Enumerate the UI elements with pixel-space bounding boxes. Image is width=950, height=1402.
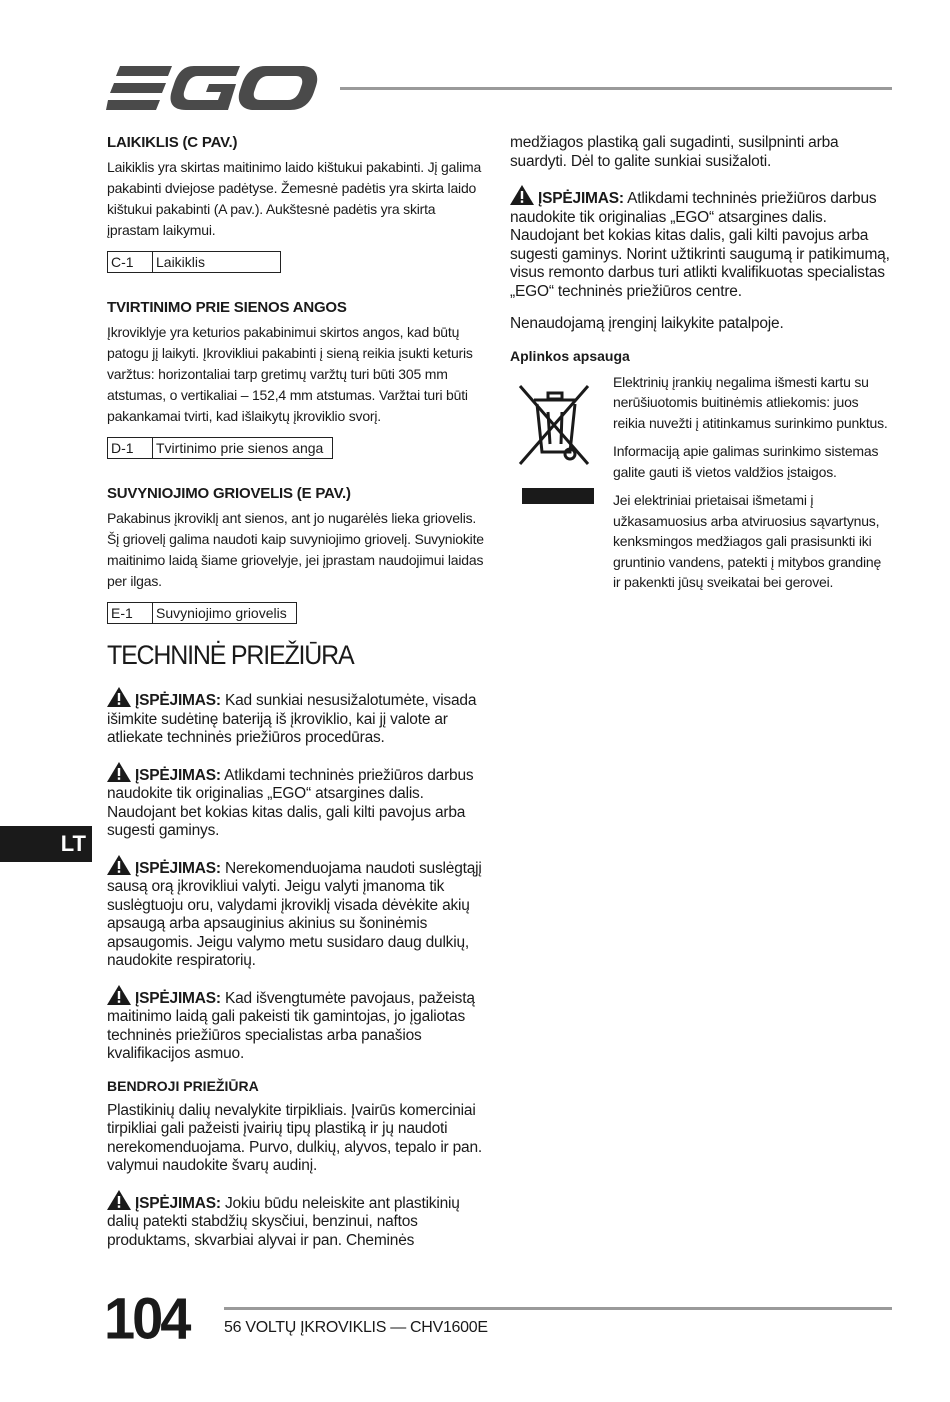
left-column — [107, 134, 489, 1264]
warning-block — [107, 985, 489, 1064]
warning-label: ĮSPĖJIMAS: — [135, 859, 221, 877]
env-paragraph: Jei elektriniai prietaisai išmetami į užkasamuosius arba atviruosius sąvartynus, kenksmingos medžiagos gali prasisunkti iki gruntinio vandens, patekti į mitybos grandinę ir pakenkti jūsų sveikatai bei gerovei. — [613, 492, 882, 590]
ego-logo — [106, 64, 318, 112]
env-paragraph: Elektrinių įrankių negalima išmesti kartu su nerūšiuotomis buitinėmis atliekomis: juos reikia nuvežti į atitinkamus surinkimo punktus. — [613, 373, 888, 431]
environment-section — [510, 372, 892, 593]
storage-text: Nenaudojamą įrenginį laikykite patalpoje. — [510, 315, 784, 332]
ref-label: Laikiklis — [153, 252, 281, 273]
warning-block — [107, 762, 489, 841]
warning-text: Kad išvengtumėte pavojaus, pažeistą maitinimo laidą gali pakeisti tik gamintojas, jo įgaliotas techninės priežiūros specialistas arba panašios kvalifikacijos asmuo. — [107, 989, 475, 1062]
ref-code: E-1 — [108, 603, 153, 624]
wall-body: Įkroviklyje yra keturios pakabinimui skirtos angos, kad būtų patogu jį laikyti. Įkrovikliui pakabinti į sieną reikia įsukti keturis varžtus: horizontaliai tarp gretimų varžtų turi būti 305 mm atstumas, o vertikaliai – 152,4 mm atstumas. Varžtai turi būti pakankamai tvirti, kad išlaikytų įkroviklio svorį. — [107, 324, 473, 424]
warning-block — [107, 855, 489, 971]
warning-triangle-icon — [107, 1190, 131, 1210]
env-paragraph: Informaciją apie galimas surinkimo sistemas galite gauti iš vietos valdžios įstaigos. — [613, 443, 879, 480]
warning-text: Jokiu būdu neleiskite ant plastikinių dalių patekti stabdžių skysčiui, benzinui, naftos produktams, skvarbiai alyvai ir pan. Cheminės — [107, 1194, 460, 1249]
ref-code: C-1 — [108, 252, 153, 273]
warning-text: Kad sunkiai nesusižalotumėte, visada išimkite sudėtinę bateriją iš įkroviklio, kai jį valote ar atliekate techninės priežiūros procedūras. — [107, 692, 477, 746]
warning-triangle-icon — [107, 687, 131, 707]
holder-body: Laikiklis yra skirtas maitinimo laido kištukui pakabinti. Jį galima pakabinti dviejose padėtyse. Žemesnė padėtis yra skirta laido kištukui pakabinti (A pav.). Aukštesnė padėtis yra skirta įprastam laikymui. — [107, 159, 482, 238]
general-title: BENDROJI PRIEŽIŪRA — [107, 1077, 259, 1094]
page-number: 104 — [104, 1285, 189, 1352]
groove-body: Pakabinus įkroviklį ant sienos, ant jo nugarėlės lieka griovelis. Šį griovelį galima naudoti kaip suvyniojimo griovelį. Suvyniokite maitinimo laidą šiame griovelyje, jei įprastam naudojimui laidas per ilgas. — [107, 510, 484, 589]
groove-ref-table — [107, 602, 297, 624]
warning-text: Nerekomenduojama naudoti suslėgtąjį sausą orą įkrovikliui valyti. Jeigu valyti įmanoma tik suslėgtuoju oru, valydami įkroviklį visada dėvėkite akių apsaugą arba apsauginius akinius su šoninėmis apsaugomis. Jeigu valymo metu susidaro daug dulkių, naudokite respiratorių. — [107, 859, 482, 969]
warning-label: ĮSPĖJIMAS: — [135, 1194, 221, 1212]
env-title: Aplinkos apsauga — [510, 347, 630, 364]
continuation-text: medžiagos plastiką gali sugadinti, susilpninti arba suardyti. Dėl to galite sunkiai susižaloti. — [510, 134, 839, 170]
footer-title: 56 VOLTŲ ĮKROVIKLIS — CHV1600E — [224, 1319, 488, 1336]
wall-title: TVIRTINIMO PRIE SIENOS ANGOS — [107, 299, 347, 316]
maintenance-title: TECHNINĖ PRIEŽIŪRA — [107, 640, 354, 671]
holder-ref-table — [107, 251, 281, 273]
warning-block — [107, 1190, 489, 1251]
warning-label: ĮSPĖJIMAS: — [135, 989, 221, 1007]
holder-title: LAIKIKLIS (C PAV.) — [107, 134, 238, 151]
warning-block — [107, 687, 489, 748]
language-tab: LT — [0, 826, 92, 862]
general-body: Plastikinių dalių nevalykite tirpikliais. Įvairūs komerciniai tirpikliai gali pažeisti įvairių tipų plastiką ir jų naudoti nerekomenduojama. Purvo, dulkių, alyvos, tepalo ir pan. valymui naudokite švarų audinį. — [107, 1101, 482, 1174]
right-column — [510, 134, 892, 601]
warning-triangle-icon — [107, 985, 131, 1005]
warning-label: ĮSPĖJIMAS: — [135, 766, 221, 784]
footer-rule — [224, 1307, 892, 1310]
warning-triangle-icon — [510, 185, 534, 205]
ref-label: Tvirtinimo prie sienos anga — [153, 438, 333, 459]
crossed-bin-icon — [514, 378, 594, 504]
wall-ref-table — [107, 437, 333, 459]
warning-label: ĮSPĖJIMAS: — [538, 190, 624, 207]
groove-title: SUVYNIOJIMO GRIOVELIS (E PAV.) — [107, 485, 351, 502]
warning-label: ĮSPĖJIMAS: — [135, 692, 221, 709]
warning-triangle-icon — [107, 762, 131, 782]
warning-text: Atlikdami techninės priežiūros darbus naudokite tik originalias „EGO“ atsargines dalis. Naudojant bet kokias kitas dalis, gali kilti pavojus arba sugesti gaminys. Norint užtikrinti saugumą ir patikimumą, visus remonto darbus turi atlikti kvalifikuotas specialistas „EGO“ techninės priežiūros centre. — [510, 190, 890, 300]
ref-code: D-1 — [108, 438, 153, 459]
header-rule — [340, 87, 892, 90]
ref-label: Suvyniojimo griovelis — [153, 603, 297, 624]
warning-block — [510, 185, 892, 301]
warning-triangle-icon — [107, 855, 131, 875]
warning-text: Atlikdami techninės priežiūros darbus naudokite tik originalias „EGO“ atsargines dalis. Naudojant bet kokias kitas dalis, gali kilti pavojus arba sugesti gaminys. — [107, 766, 474, 839]
